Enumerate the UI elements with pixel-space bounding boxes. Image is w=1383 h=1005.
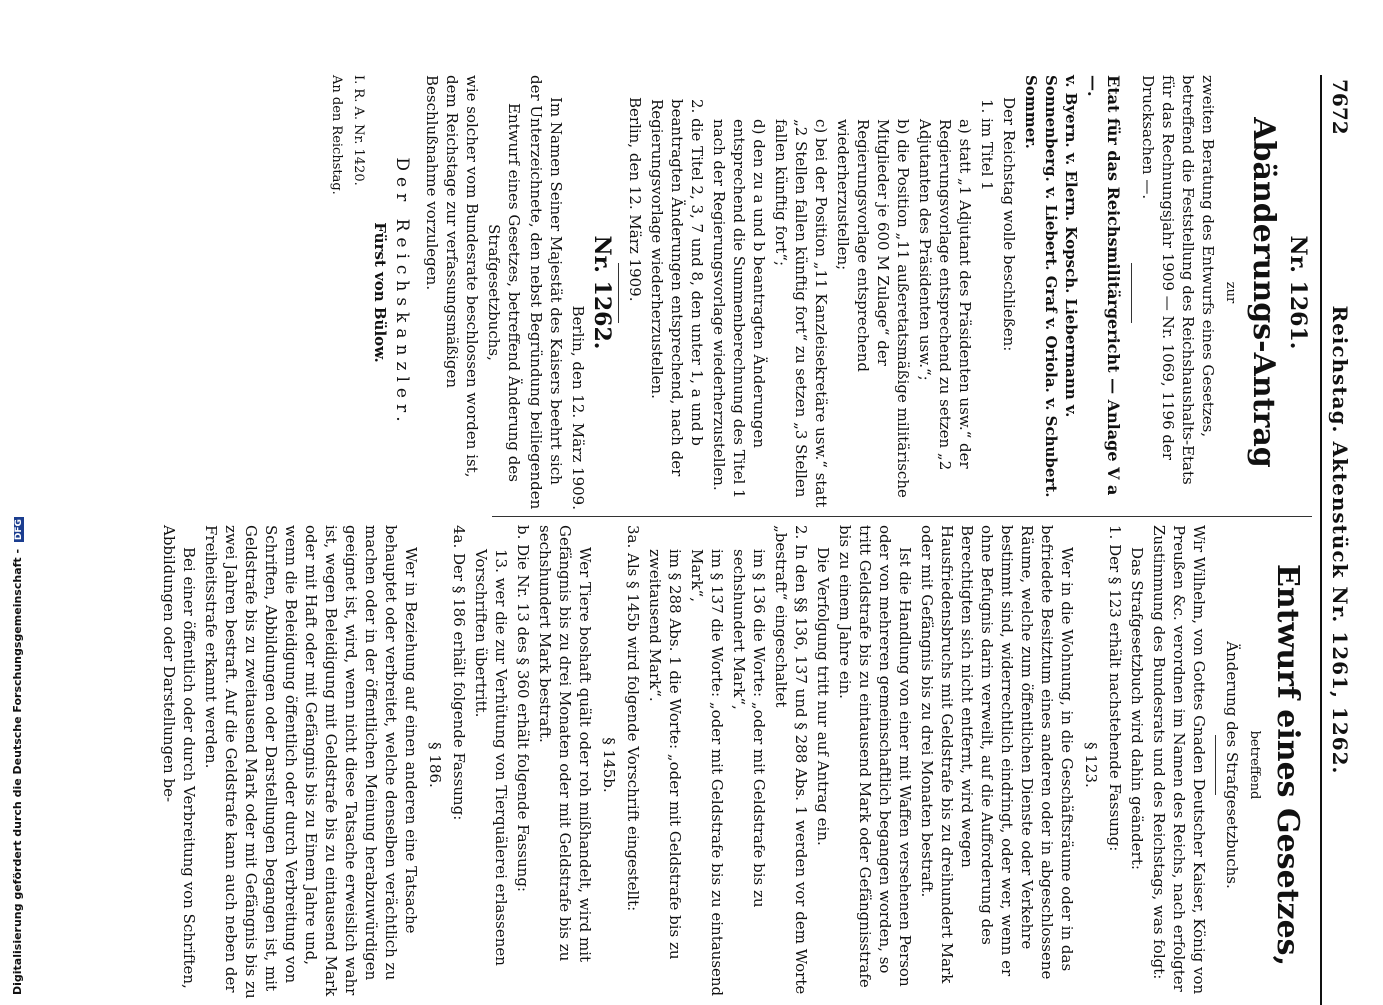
digitization-credit	[11, 517, 24, 995]
page-header	[1320, 75, 1358, 1005]
letter-body-2: wie solcher vom Bundesrate beschlossen worden ist, dem Reichstage zur verfassungsmäßigen Beschlußnahme vorzulegen.	[423, 75, 481, 478]
divider-rule	[1131, 263, 1132, 323]
change-intro: Das Strafgesetzbuch wird dahin geändert:	[1128, 547, 1146, 870]
paragraph-number: § 186.	[426, 742, 444, 788]
motion-text: Der Reichstag wolle beschließen:	[1000, 97, 1018, 352]
list-item: 3a. Als § 145b wird folgende Vorschrift eingestellt:	[624, 525, 642, 912]
list-item: im § 137 die Worte: „oder mit Geldstrafe bis zu eintausend Mark“,	[688, 549, 726, 997]
list-item: b. Die Nr. 13 des § 360 erhält folgende Fassung:	[514, 525, 532, 892]
document-number-2: Nr. 1262.	[589, 235, 615, 350]
right-column	[157, 525, 1312, 1005]
letter-title: Entwurf eines Gesetzes, betreffend Änderung des Strafgesetzbuchs,	[485, 103, 523, 482]
divider-rule	[1215, 735, 1216, 795]
amendment-title: Abänderungs-Antrag	[1246, 117, 1281, 468]
zur-label: zur	[1223, 281, 1238, 304]
letter-body: Im Namen Seiner Majestät des Kaisers beehrt sich der Unterzeichnete, den nebst Begründung beiliegenden	[527, 75, 565, 510]
addressee: An den Reichstag.	[329, 75, 344, 195]
signoff: Der Reichskanzler.	[392, 157, 412, 428]
paragraph-text: Wer in Beziehung auf einen anderen eine Tatsache behauptet oder verbreitet, welche denselben verächtlich zu machen oder in der öffentlichen Meinung herabzuwürdigen geeignet ist, wird, wenn nicht diese Tatsache erweislich wahr ist, wegen Beleidigung mit Geldstrafe bis zu eintausend Mark oder mit Haft oder mit Gefängnis bis zu Einem Jahre und, wenn die Beleidigung öffentlich oder durch Verbreitung von Schriften, Abbildungen oder Darstellungen begangen ist, mit Geldstrafe bis zu zweitausend Mark oder mit Gefängnis bis zu zwei Jahren bestraft. Auf die Geldstrafe kann auch neben der Freiheitsstrafe erkannt werden.	[202, 525, 420, 999]
dfg-logo: DFG	[14, 519, 24, 541]
list-item: 2. die Titel 2, 3, 7 und 8, den unter 1, a und b beantragten Änderungen entsprechend, nach der Regierungsvorlage wiederherzustellen.	[648, 99, 706, 477]
paragraph-text: Ist die Handlung von einer mit Waffen versehenen Person oder von mehreren gemeinschaftlich begangen worden, so tritt Geldstrafe bis zu eintausend Mark oder Gefängnisstrafe bis zu einem Jahre ein.	[836, 525, 914, 988]
paragraph-text: Bei einer öffentlich oder durch Verbreitung von Schriften, Abbildungen oder Darstellungen be-	[160, 525, 198, 989]
signers: v. Byern. v. Elern. Kopsch. Liebermann v. Sonnenberg. v. Liebert. Graf v. Oriola. v. Schubert. Sommer.	[1022, 75, 1080, 498]
left-column	[324, 75, 1312, 510]
paragraph-text: Die Verfolgung tritt nur auf Antrag ein.	[814, 547, 832, 846]
paragraph-text: Wer in die Wohnung, in die Geschäftsräume oder in das befriedete Besitztum eines anderen oder in abgeschlossene Räume, welche zum öffentlichen Dienste oder Verkehre bestimmt sind, widerrechtlich eindringt, oder wer, wenn er ohne Befugnis darin verweilt, auf die Aufforderung des Berechtigten sich nicht entfernt, wird wegen Hausfriedensbruchs mit Geldstrafe bis zu dreihundert Mark oder mit Gefängnis bis zu drei Monaten bestraft.	[918, 525, 1076, 984]
signature: Fürst von Bülow.	[371, 222, 389, 363]
list-item: im § 288 Abs. 1 die Worte: „oder mit Geldstrafe bis zu zweitausend Mark“.	[646, 549, 684, 960]
divider-rule	[618, 263, 619, 323]
bill-subject: Änderung des Strafgesetzbuchs.	[1223, 641, 1241, 889]
side-strip	[0, 0, 22, 1000]
preamble: Wir Wilhelm, von Gottes Gnaden Deutscher Kaiser, König von Preußen &c. verordnen im Namen des Reichs, nach erfolgter Zustimmung des Bundesrats und des Reichstags, was folgt:	[1150, 525, 1208, 995]
bill-title: Entwurf eines Gesetzes,	[1270, 563, 1305, 967]
document-page	[108, 75, 1358, 1005]
list-item: c) bei der Position „11 Kanzleisekretäre usw.“ statt „2 Stellen fallen künftig fort“ zu setzen „3 Stellen fallen künftig fort“;	[772, 119, 830, 508]
list-item: b) die Position „11 außeretatsmäßige militärische Mitglieder je 600 M Zulage“ der Regierungsvorlage entsprechend wiederherzustellen;	[834, 119, 912, 498]
paragraph-text: Wer Tiere boshaft quält oder roh mißhandelt, wird mit Gefängnis bis zu drei Monaten oder mit Geldstrafe bis zu sechshundert Mark bestraft.	[536, 525, 594, 963]
document-number: Nr. 1261.	[1285, 235, 1311, 350]
list-item: 1. Der § 123 erhält nachstehende Fassung:	[1106, 525, 1124, 852]
list-item: 2. In den §§ 136, 137 und § 288 Abs. 1 werden vor dem Worte „bestraft“ eingeschaltet	[772, 525, 810, 995]
amendment-intro: zweiten Beratung des Entwurfs eines Gesetzes, betreffend die Feststellung des Reichshaushalts-Etats für das Rechnungsjahr 1909 — Nr. 1069, 1196 der Drucksachen —.	[1139, 75, 1217, 485]
reference: I. R. A. Nr. 1420.	[351, 75, 366, 186]
list-item: 4a. Der § 186 erhält folgende Fassung:	[450, 525, 468, 821]
list-item: d) den zu a und b beantragten Änderungen entsprechend die Summenberechnung des Titel 1 nach der Regierungsvorlage wiederherzustellen.	[710, 119, 768, 499]
column-divider	[492, 516, 1312, 517]
paragraph-number: § 123.	[1082, 742, 1100, 788]
list-item: im § 136 die Worte: „oder mit Geldstrafe bis zu sechshundert Mark“,	[730, 549, 768, 908]
date-line-2: Berlin, den 12. März 1909.	[569, 305, 587, 510]
paragraph-number: § 145b.	[600, 737, 618, 793]
list-item: 13. wer die zur Verhütung von Tierquälerei erlassenen Vorschriften übertritt.	[472, 549, 510, 966]
list-item: a) statt „1 Adjutant des Präsidenten usw.“ der Regierungsvorlage entsprechend zu setzen „2 Adjutanten des Präsidenten usw.“;	[916, 119, 974, 471]
betreffend-label: betreffend	[1247, 730, 1262, 800]
date-line: Berlin, den 12. März 1909.	[626, 97, 644, 302]
list-item: 1. im Titel 1	[978, 99, 996, 191]
section-heading: Etat für das Reichsmilitärgericht — Anlage V a —.	[1084, 75, 1123, 496]
credit-text: Digitalisierung gefördert durch die Deutsche Forschungsgemeinschaft -	[11, 548, 24, 995]
running-head: Reichstag. Aktenstück Nr. 1261, 1262.	[1328, 305, 1352, 775]
page-number: 7672	[1328, 79, 1352, 135]
